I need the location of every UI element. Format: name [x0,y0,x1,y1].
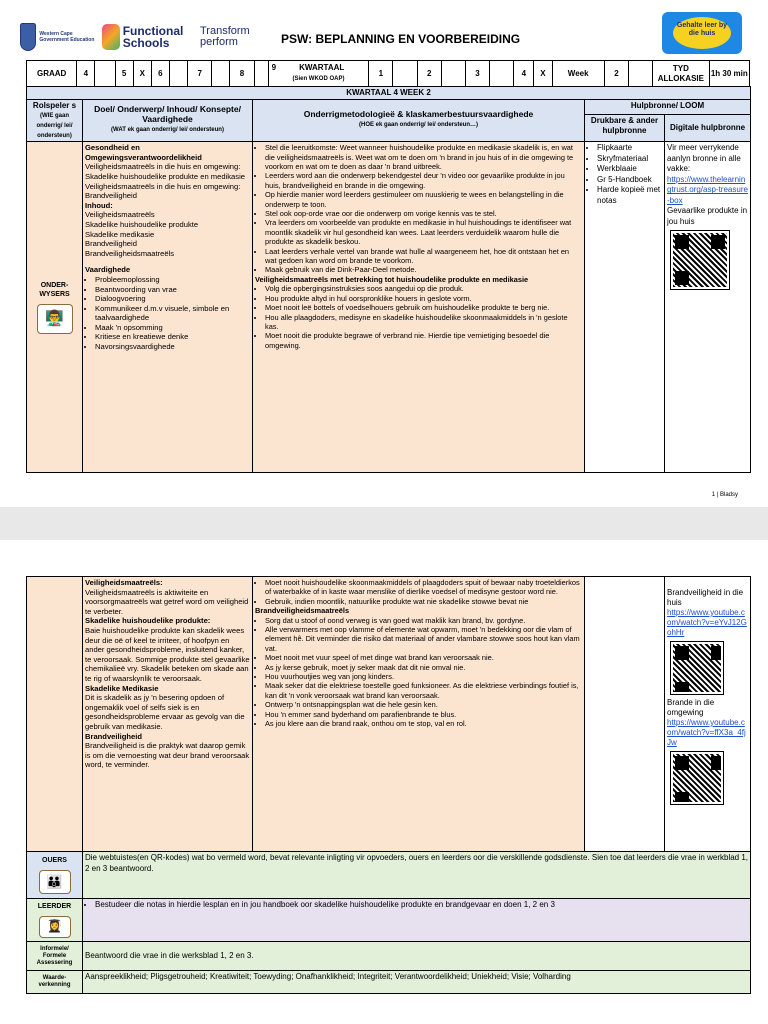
time-label: TYD ALLOKASIE [653,61,709,88]
list-item: • Bestudeer die notas in hierdie lesplan en in jou handboek oor skadelike huishoudelike produkte en brandgevaar en doen 1, 2 en 3 [95,900,748,910]
role-ouers: OUERS 👪 [27,852,83,899]
doel-cell: Gesondheid en Omgewingsverantwoordelikheid Veiligheidsmaatreëls in die huis en omgewing: Skadelike huishoudelike produkte en medikasie Veiligheidsmaatreëls in die huis en omgewing: Brandveiligheid Inhoud: Veiligheidsmaatreëls Skadelike huishoudelike produkte Skadelike medikasie Brandveiligheid Brandveiligheidsmaatreëls Vaardighede • Probleemoplossing • Beantwoording van vrae • Dialoogvoering • Kommunikeer d.m.v visuele, simbole en taalvaardighede • Maak 'n opsomming • Kritiese en kreatiewe denke • Navorsingsvaardighede [83,142,253,473]
list-item: • Probleemoplossing [95,275,250,285]
list-item: • Laat leerders verhale vertel van brande wat hulle al waargeneem het, hoe dit ontstaan het en wat gedoen kan word om brande te voorkom. [265,247,582,266]
video-link-2[interactable]: https://www.youtube.com/watch?v=ffX3a_4fjJw [667,718,746,747]
list-item: • Moet nooit met vuur speel of met dinge wat brand kan veroorsaak nie. [265,653,582,662]
page-1 [0,0,768,507]
role-onderwysers: ONDER- WYSERS 👨‍🏫 [27,142,83,473]
ouers-text: Die webtuistes(en QR-kodes) wat bo vermeld word, bevat relevante inligting vir opvoeders, ouers en leerders oor die verskillende godsdienste. Sien toe dat leerders die vrae in werkblad 1, 2 en 3 beantwoord. [83,852,751,899]
list-item: • Stel ook oop-orde vrae oor die onderwerp om vorige kennis vas te stel. [265,209,582,218]
teacher-icon: 👨‍🏫 [37,304,73,334]
list-item: • Hou vuurhoutjies weg van jong kinders. [265,672,582,681]
grade-4: 4 [77,61,95,88]
list-item: • Hou produkte altyd in hul oorspronklike houers in geslote vorm. [265,294,582,303]
list-item: • Leerders word aan die onderwerp bekendgestel deur 'n video oor gevaarlike produkte in jou huis, brandveiligheid en brande in die omgewing. [265,171,582,190]
list-item: • Alle verwarmers met oop vlamme of elemente wat opwarm, moet 'n bedekking oor die vlam of element hê. Dit verminder die risiko dat materiaal of ander vlambare stowwe soos hout kan vlam vat. [265,625,582,653]
page-title: PSW: BEPLANNING EN VOORBEREIDING [281,32,521,46]
lesson-table-continued [26,576,751,994]
col-drukbare: Drukbare & ander hulpbronne [585,115,665,142]
list-item: • Maak gebruik van die Dink-Paar-Deel metode. [265,265,582,274]
col-rolspeler: Rolspeler s (WIE gaan onderrig/ lei/ ondersteun) [27,99,83,142]
grade-6: 6 [151,61,169,88]
skills-list [85,275,250,352]
term-4: 4 [514,61,534,88]
grade-7: 7 [188,61,212,88]
list-item: • Gebruik, indien moontlik, natuurlike produkte wat nie skadelike stowwe bevat nie [265,597,582,606]
list-item: • Moet nooit die produkte begrawe of verbrand nie. Hierdie tipe vernietiging besoedel die omgewing. [265,331,582,350]
week-label: Week [552,61,604,88]
grade-label: GRAAD [27,61,77,88]
col-onderrig: Onderrigmetodologieë & klaskamerbestuursvaardighede (HOE ek gaan onderrig/ lei/ ondersteun…) [253,99,585,142]
list-item: • Op hierdie manier word leerders gestimuleer om nuuskierig te wees en belangstelling in die onderwerp te toon. [265,190,582,209]
parent-child-icon: 👪 [39,870,71,894]
doel-cell-cont: Veiligheidsmaatreëls: Veiligheidsmaatreëls is aktiwiteite en voorsorgmaatreëls wat getref word om veiligheid te verbeter. Skadelike huishoudelike produkte: Baie huishoudelike produkte kan skadelik wees deur die oë of keel te irriteer, of hoofpyn en ander gesondheidsprobleme, insluitend kanker, te veroorsaak. Sommige produkte stel gevaarlike chemikalieë vry. Skadelik beteken om skade aan te rig of waarskynlik te veroorsaak. Skadelike Medikasie Dit is skadelik as jy 'n besering opdoen of ongemaklik voel of selfs siek is en gesondheidsprobleme ervaar as gevolg van die gebruik van medikasie. Brandveiligheid Brandveiligheid is die praktyk wat daarop gemik is om die vernoesting wat deur brand veroorsaak word, te verminder. [83,577,253,852]
role-assessering: Informele/ Formele Assessering [27,942,83,971]
grade-table [26,60,750,88]
list-item: • Moet nooit leë bottels of voedselhouers gebruik om huishoudelike produkte te berg nie. [265,303,582,312]
qr-code-icon[interactable] [671,752,723,804]
drukbare-cell-cont [585,577,665,852]
list-item: • As jou klere aan die brand raak, onthou om te stop, val en rol. [265,719,582,728]
functional-schools-logo: Functional Schools [102,22,198,52]
digitale-cell-cont: Brandveiligheid in die huis https://www.youtube.com/watch?v=eYvJ12GohHr Brande in die omgewing https://www.youtube.com/watch?v=ffX3a_4fjJw [665,577,751,852]
grade-9: 9 [271,63,277,73]
list-item: • Dialoogvoering [95,294,250,304]
list-item: • Beantwoording van vrae [95,285,250,295]
term-1: 1 [369,61,393,88]
time-value: 1h 30 min [709,61,749,88]
grade-mark: X [133,61,151,88]
grade-8: 8 [230,61,254,88]
assessering-text: Beantwoord die vrae in die werksblad 1, 2 en 3. [83,942,751,971]
role-onderwysers-cont [27,577,83,852]
onderrig-cell: • Stel die leeruitkomste: Weet wanneer huishoudelike produkte en medikasie skadelik is, en wat die veiligheidsmaatreëls is. Weet wat om te doen om 'n brand in jou huis of in die omgewing te voorkom en wat om te doen as daar 'n brand uitbreek. • Leerders word aan die onderwerp bekendgestel deur 'n video oor gevaarlike produkte in jou huis, brandveiligheid en brande in die omgewing. • Op hierdie manier word leerders gestimuleer om nuuskierig te wees en belangstelling in die onderwerp te toon. • Stel ook oop-orde vrae oor die onderwerp om vorige kennis vas te stel. • Vra leerders om voorbeelde van produkte en medikasie in hul huishoudings te identifiseer wat moontlik skadelik vir hul gesondheid kan wees. Laat leerders verduidelik waarom hulle die produkte as skadelik beskou. • Laat leerders verhale vertel van brande wat hulle al waargeneem het, hoe dit ontstaan het en wat gedoen kan word om brande te voorkom. • Maak gebruik van die Dink-Paar-Deel metode. Veiligheidsmaatreëls met betrekking tot huishoudelike produkte en medikasie • Volg die opbergingsinstruksies soos aangedui op die produk. • Hou produkte altyd in hul oorspronklike houers in geslote vorm. • Moet nooit leë bottels of voedselhouers gebruik om huishoudelike produkte te berg nie. • Hou alle plaagdoders, medisyne en skadelike huishoudelike skoonmaakmiddels in 'n geslote kas. • Moet nooit die produkte begrawe of verbrand nie. Hierdie tipe vernietiging besoedel die omgewing. [253,142,585,473]
list-item: • Stel die leeruitkomste: Weet wanneer huishoudelike produkte en medikasie skadelik is, en wat die veiligheidsmaatreëls is. Weet wat om te doen om 'n brand in jou huis of in die omgewing te voorkom en wat om te doen as daar 'n brand uitbreek. [265,143,582,171]
video-link-1[interactable]: https://www.youtube.com/watch?v=eYvJ12GohHr [667,608,747,637]
role-leerder: LEERDER 👩‍🎓 [27,899,83,942]
list-item: • Kommunikeer d.m.v visuele, simbole en taalvaardighede [95,304,250,323]
crest-icon [20,23,36,51]
leerder-text [83,899,751,942]
western-cape-logo: Western Cape Government Education [20,22,98,52]
col-doel: Doel/ Onderwerp/ Inhoud/ Konsepte/ Vaardighede (WAT ek gaan onderrig/ lei/ ondersteun) [83,99,253,142]
learner-icon: 👩‍🎓 [39,916,71,938]
list-item: • Skryfmateriaal [597,154,662,165]
gehalte-leer-logo: Gehalte leer by die huis [662,12,742,54]
onderrig-cell-cont: • Moet nooit huishoudelike skoonmaakmiddels of plaagdoders spuit of bewaar naby troeteldierkos of waterbakke of in kaste waar menslike of dierlike voedsel of medisyne gestoor word nie. • Gebruik, indien moontlik, natuurlike produkte wat nie skadelike stowwe bevat nie Brandveiligheidsmaatreëls • Sorg dat u stoof of oond verweg is van goed wat maklik kan brand, bv. gordyne. • Alle verwarmers met oop vlamme of elemente wat opwarm, moet 'n bedekking oor die vlam of element hê. Dit verminder die risiko dat materiaal of ander vlambare stowwe soos hout kan vlam vat. • Moet nooit met vuur speel of met dinge wat brand kan veroorsaak nie. • As jy kerse gebruik, moet jy seker maak dat dit nie omval nie. • Hou vuurhoutjies weg van jong kinders. • Maak seker dat die elektriese toestelle goed funksioneer. As die elektriese verbindings foutief is, kan dit 'n vonk veroorsaak wat brand kan veroorsaak. • Ontwerp 'n ontsnappingsplan wat die hele gesin ken. • Hou 'n emmer sand byderhand om parafienbrande te blus. • As jou klere aan die brand raak, onthou om te stop, val en rol. [253,577,585,852]
digitale-cell: Vir meer verrykende aanlyn bronne in alle vakke: https://www.thelearningtrust.org/asp-treasure-box Gevaarlike produkte in jou huis [665,142,751,473]
list-item: • Navorsingsvaardighede [95,342,250,352]
list-item: • Werkblaaie [597,164,662,175]
list-item: • Moet nooit huishoudelike skoonmaakmiddels of plaagdoders spuit of bewaar naby troeteldierkos of waterbakke of in kaste waar menslike of dierlike voedsel of medisyne gestoor word nie. [265,578,582,597]
role-waarde: Waarde-verkenning [27,971,83,994]
list-item: • Ontwerp 'n ontsnappingsplan wat die hele gesin ken. [265,700,582,709]
list-item: • As jy kerse gebruik, moet jy seker maak dat dit nie omval nie. [265,663,582,672]
waarde-text: Aanspreeklikheid; Pligsgetrouheid; Kreatiwiteit; Toewyding; Onafhanklikheid; Integriteit; Verantwoordelikheid; Uniekheid; Visie; Volharding [83,971,751,994]
page-header [16,12,752,64]
list-item: • Hou alle plaagdoders, medisyne en skadelike huishoudelike skoonmaakmiddels in 'n geslote kas. [265,313,582,332]
list-item: • Hou 'n emmer sand byderhand om parafienbrande te blus. [265,710,582,719]
section-title: KWARTAAL 4 WEEK 2 [27,87,751,100]
term-mark: X [534,61,552,88]
list-item: • Sorg dat u stoof of oond verweg is van goed wat maklik kan brand, bv. gordyne. [265,616,582,625]
list-item: • Harde kopieë met notas [597,185,662,206]
qr-code-icon[interactable] [671,642,723,694]
term-2: 2 [417,61,441,88]
page-2 [0,540,768,1024]
transform-perform-logo: Transform perform [200,25,250,48]
grade-5: 5 [115,61,133,88]
lesson-table [26,86,751,473]
list-item: • Vra leerders om voorbeelde van produkte en medikasie in hul huishoudings te identifiseer wat moontlik skadelik vir hul gesondheid kan wees. Laat leerders verduidelik waarom hulle die produkte as skadelik beskou. [265,218,582,246]
resource-link[interactable]: https://www.thelearningtrust.org/asp-treasure-box [667,174,748,205]
col-hulpbronne: Hulpbronne/ LOOM [585,99,751,114]
kwartaal-label: 9 KWARTAAL (Sien WKOD OAP) [268,61,369,88]
week-value: 2 [604,61,628,88]
list-item: • Maak seker dat die elektriese toestelle goed funksioneer. As die elektriese verbindings foutief is, kan dit 'n vonk veroorsaak wat brand kan veroorsaak. [265,681,582,700]
badge-icon [102,24,120,50]
list-item: • Flipkaarte [597,143,662,154]
term-3: 3 [465,61,489,88]
page-number: 1 | Bladsy [711,492,738,498]
drukbare-cell [585,142,665,473]
list-item: • Kritiese en kreatiewe denke [95,332,250,342]
qr-code-icon[interactable] [671,231,729,289]
col-digitale: Digitale hulpbronne [665,115,751,142]
list-item: • Volg die opbergingsinstruksies soos aangedui op die produk. [265,284,582,293]
list-item: • Maak 'n opsomming [95,323,250,333]
list-item: • Gr 5-Handboek [597,175,662,186]
